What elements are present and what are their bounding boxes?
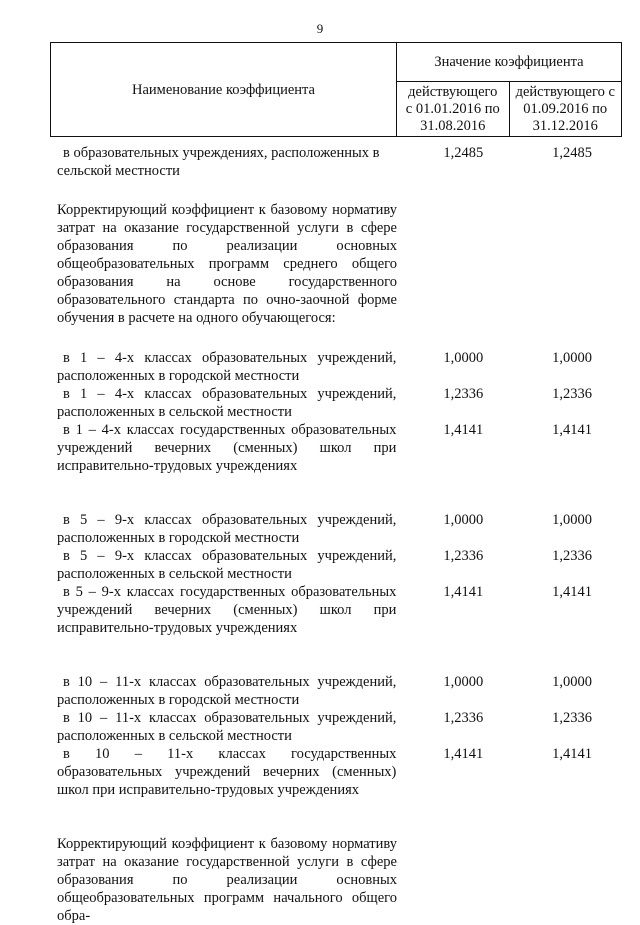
header-period-1-line2: с 01.01.2016 по xyxy=(405,100,500,117)
value-period-2: 1,0000 xyxy=(552,350,593,366)
header-value-column: Значение коэффициента xyxy=(397,43,622,82)
header-period-1-line3: 31.08.2016 xyxy=(420,117,486,134)
table-row xyxy=(57,511,622,547)
value-period-2: 1,2336 xyxy=(552,386,593,402)
value-period-1: 1,4141 xyxy=(443,584,484,600)
value-period-2: 1,4141 xyxy=(552,422,593,438)
row-description: в 1 – 4-х классах образовательных учреждений, расположенных в городской местности xyxy=(57,350,397,384)
value-period-2: 1,2336 xyxy=(552,548,593,564)
table-row xyxy=(57,745,622,799)
value-period-2: 1,0000 xyxy=(552,512,593,528)
table-row xyxy=(57,547,622,583)
document-body xyxy=(57,144,622,925)
value-period-1: 1,2485 xyxy=(443,145,484,161)
value-period-2: 1,2336 xyxy=(552,710,593,726)
section-paragraph: Корректирующий коэффициент к базовому нормативу затрат на оказание государственной услуги в сфере образования по реализации основных общеобразовательных программ начального общего обра- xyxy=(57,836,397,924)
page-number: 9 xyxy=(316,21,324,36)
table-row xyxy=(57,385,622,421)
row-description: в 5 – 9-х классах образовательных учреждений, расположенных в городской местности xyxy=(57,512,397,546)
value-period-1: 1,2336 xyxy=(443,386,484,402)
header-period-2-line1: действующего с xyxy=(515,83,615,100)
table-row xyxy=(57,144,622,180)
value-period-1: 1,2336 xyxy=(443,548,484,564)
header-period-2-line2: 01.09.2016 по xyxy=(523,100,608,117)
table-row xyxy=(57,349,622,385)
table-row xyxy=(57,709,622,745)
value-period-2: 1,4141 xyxy=(552,584,593,600)
header-period-2-line3: 31.12.2016 xyxy=(532,117,598,134)
row-description: в 5 – 9-х классах образовательных учреждений, расположенных в сельской местности xyxy=(57,548,397,582)
value-period-1: 1,2336 xyxy=(443,710,484,726)
value-period-2: 1,4141 xyxy=(552,746,593,762)
value-period-1: 1,4141 xyxy=(443,746,484,762)
row-description: в 1 – 4-х классах государственных образовательных учреждений вечерних (сменных) школ при исправительно-трудовых учреждениях xyxy=(57,422,397,474)
value-period-1: 1,0000 xyxy=(443,674,484,690)
coefficient-table-header xyxy=(50,42,622,137)
table-row xyxy=(57,673,622,709)
row-description xyxy=(57,144,396,180)
value-period-1: 1,0000 xyxy=(443,512,484,528)
header-period-1 xyxy=(397,82,510,137)
header-period-1-line1: действующего xyxy=(408,83,498,100)
row-description: в 10 – 11-х классах образовательных учреждений, расположенных в сельской местности xyxy=(57,710,397,744)
section-paragraph: Корректирующий коэффициент к базовому нормативу затрат на оказание государственной услуги в сфере образования по реализации основных общеобразовательных программ среднего общего образования на основе государственного образовательного стандарта по очно-заочной форме обучения в расчете на одного обучающегося: xyxy=(57,202,397,326)
header-name-column: Наименование коэффициента xyxy=(51,43,397,137)
row-description: в 1 – 4-х классах образовательных учреждений, расположенных в сельской местности xyxy=(57,386,397,420)
value-period-1: 1,0000 xyxy=(443,350,484,366)
row-description: в 5 – 9-х классах государственных образовательных учреждений вечерних (сменных) школ при исправительно-трудовых учреждениях xyxy=(57,584,397,636)
row-description: в 10 – 11-х классах государственных образовательных учреждений вечерних (сменных) школ при исправительно-трудовых учреждениях xyxy=(57,746,397,798)
table-row xyxy=(57,421,622,475)
table-row xyxy=(57,583,622,637)
value-period-1: 1,4141 xyxy=(443,422,484,438)
header-period-2 xyxy=(509,82,622,137)
row-desc-line2: сельской местности xyxy=(57,163,180,179)
value-period-2: 1,0000 xyxy=(552,674,593,690)
row-desc-line1: в образовательных учреждениях, расположенных в xyxy=(63,145,380,161)
row-description: в 10 – 11-х классах образовательных учреждений, расположенных в городской местности xyxy=(57,674,397,708)
value-period-2: 1,2485 xyxy=(552,145,593,161)
